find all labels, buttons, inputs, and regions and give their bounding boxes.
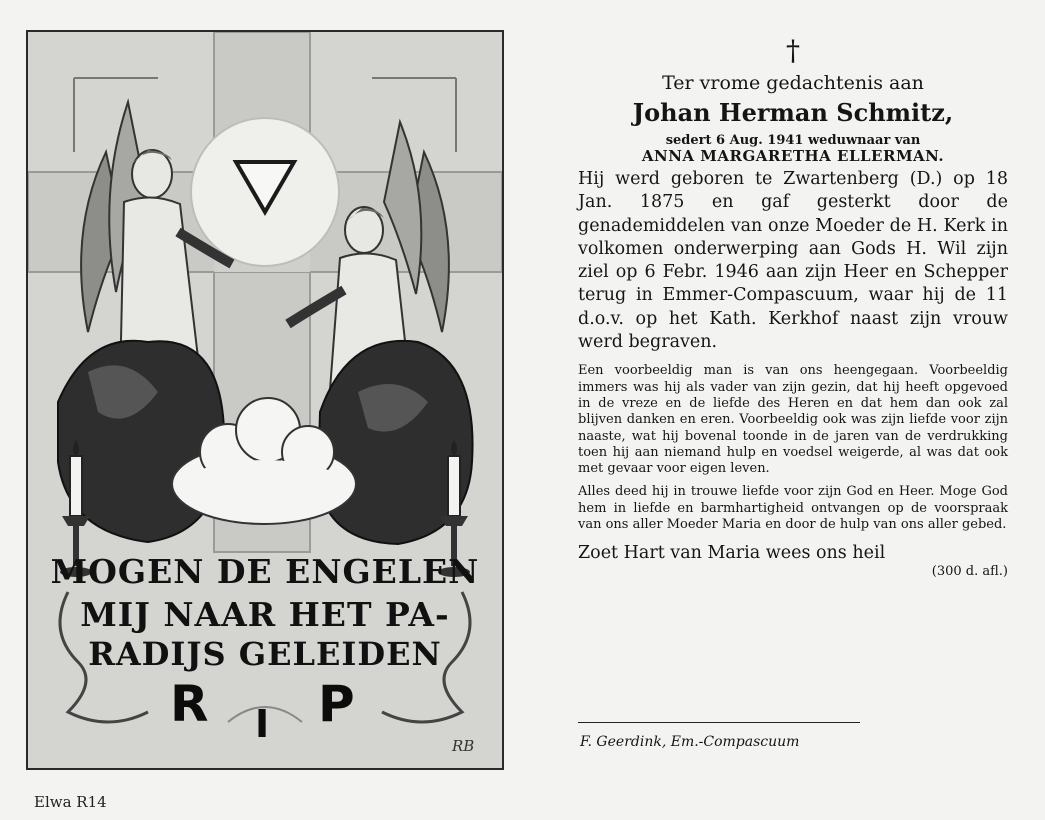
divider-rule (578, 722, 860, 723)
memorial-illustration (26, 30, 504, 770)
rip-letter-i: I (255, 702, 270, 746)
spouse-name: ANNA MARGARETHA ELLERMAN. (641, 147, 945, 165)
eulogy-paragraph: Een voorbeeldig man is van ons heengegaan. Voorbeeldig immers was hij als vader van zijn gezin, dat hij heeft opgevoed in de vreze en de liefde des Heren en dat hem dan ook zal blijven danken en eren. Voorbeeldig ook was zijn liefde voor zijn naaste, wat hij bovenal toonde in de jaren van de verdrukking toen hij aan niemand hulp en voedsel weigerde, al was dat ook met gevaar voor eigen leven. (578, 363, 1008, 477)
rip-letter-r: R (170, 675, 209, 733)
biography-paragraph: Hij werd geboren te Zwartenberg (D.) op 18 Jan. 1875 en gaf gesterkt door de genademiddelen van onze Moeder de H. Kerk in volkomen onderwerping aan Gods H. Wil zijn ziel op 6 Febr. 1946 aan zijn Heer en Schepper terug in Emmer-Compascuum, waar hij de 11 d.o.v. op het Kath. Kerkhof naast zijn vrouw werd begraven. (578, 169, 1008, 353)
deceased-name: Johan Herman Schmitz, (632, 98, 954, 127)
printer-credit: F. Geerdink, Em.-Compascuum (580, 734, 800, 750)
artist-monogram: RB (452, 737, 475, 755)
printer-code: Elwa R14 (34, 793, 107, 811)
memorial-text (578, 36, 1008, 580)
banner-line-2: MIJ NAAR HET PA- (80, 595, 450, 634)
intro-line: Ter vrome gedachtenis aan (662, 72, 924, 94)
spouse-line: sedert 6 Aug. 1941 weduwnaar van (665, 133, 921, 148)
banner-line-1: MOGEN DE ENGELEN (50, 552, 480, 591)
prayer-line: Zoet Hart van Maria wees ons heil (578, 543, 886, 564)
banner-line-3: RADIJS GELEIDEN (88, 635, 442, 673)
cross-icon: † (786, 34, 800, 67)
rip-letter-p: P (318, 675, 355, 733)
indulgence-note: (300 d. afl.) (931, 564, 1008, 580)
closing-paragraph: Alles deed hij in trouwe liefde voor zijn God en Heer. Moge God hem in liefde en barmhartigheid ontvangen op de voorspraak van ons aller Moeder Maria en door de hulp van ons aller gebed. (578, 484, 1008, 533)
